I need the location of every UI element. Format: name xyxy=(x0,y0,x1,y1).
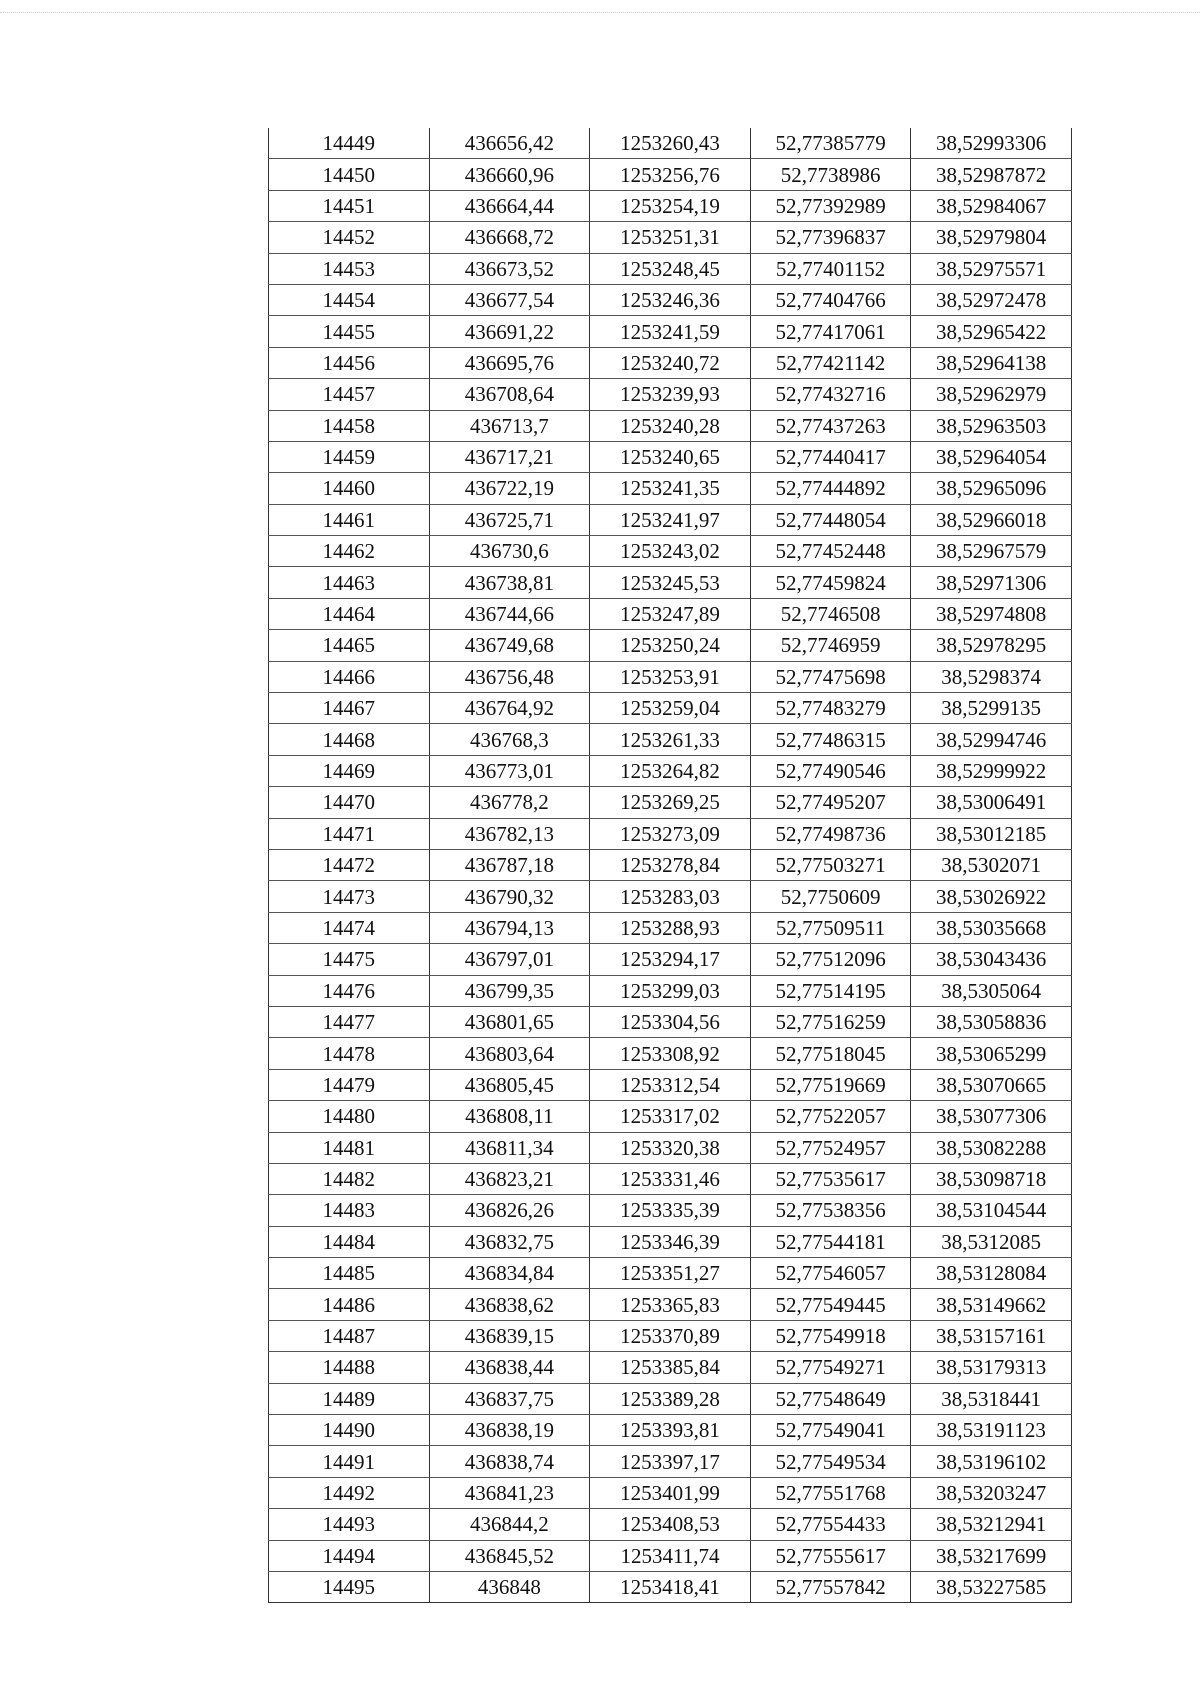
longitude-cell: 38,5312085 xyxy=(911,1226,1072,1257)
latitude-cell: 52,77503271 xyxy=(750,849,911,880)
y-coordinate-cell: 1253261,33 xyxy=(590,724,751,755)
longitude-cell: 38,53058836 xyxy=(911,1006,1072,1037)
longitude-cell: 38,53128084 xyxy=(911,1258,1072,1289)
x-coordinate-cell: 436660,96 xyxy=(429,159,590,190)
y-coordinate-cell: 1253239,93 xyxy=(590,379,751,410)
x-coordinate-cell: 436695,76 xyxy=(429,347,590,378)
y-coordinate-cell: 1253241,59 xyxy=(590,316,751,347)
longitude-cell: 38,53191123 xyxy=(911,1415,1072,1446)
longitude-cell: 38,5302071 xyxy=(911,849,1072,880)
y-coordinate-cell: 1253397,17 xyxy=(590,1446,751,1477)
y-coordinate-cell: 1253259,04 xyxy=(590,693,751,724)
table-row xyxy=(269,881,1072,912)
y-coordinate-cell: 1253240,28 xyxy=(590,410,751,441)
point-number-cell: 14461 xyxy=(269,504,430,535)
y-coordinate-cell: 1253260,43 xyxy=(590,128,751,159)
x-coordinate-cell: 436841,23 xyxy=(429,1477,590,1508)
point-number-cell: 14474 xyxy=(269,912,430,943)
point-number-cell: 14492 xyxy=(269,1477,430,1508)
y-coordinate-cell: 1253401,99 xyxy=(590,1477,751,1508)
latitude-cell: 52,77509511 xyxy=(750,912,911,943)
x-coordinate-cell: 436838,74 xyxy=(429,1446,590,1477)
x-coordinate-cell: 436826,26 xyxy=(429,1195,590,1226)
table-row xyxy=(269,316,1072,347)
table-row xyxy=(269,787,1072,818)
x-coordinate-cell: 436839,15 xyxy=(429,1320,590,1351)
point-number-cell: 14494 xyxy=(269,1540,430,1571)
table-row xyxy=(269,379,1072,410)
longitude-cell: 38,53006491 xyxy=(911,787,1072,818)
latitude-cell: 52,77421142 xyxy=(750,347,911,378)
table-row xyxy=(269,1038,1072,1069)
latitude-cell: 52,77490546 xyxy=(750,755,911,786)
point-number-cell: 14485 xyxy=(269,1258,430,1289)
longitude-cell: 38,5299135 xyxy=(911,693,1072,724)
table-row xyxy=(269,818,1072,849)
table-row xyxy=(269,284,1072,315)
x-coordinate-cell: 436782,13 xyxy=(429,818,590,849)
longitude-cell: 38,5298374 xyxy=(911,661,1072,692)
point-number-cell: 14455 xyxy=(269,316,430,347)
longitude-cell: 38,53070665 xyxy=(911,1069,1072,1100)
table-row xyxy=(269,567,1072,598)
latitude-cell: 52,77514195 xyxy=(750,975,911,1006)
table-row xyxy=(269,630,1072,661)
y-coordinate-cell: 1253346,39 xyxy=(590,1226,751,1257)
point-number-cell: 14463 xyxy=(269,567,430,598)
table-row xyxy=(269,598,1072,629)
point-number-cell: 14449 xyxy=(269,128,430,159)
y-coordinate-cell: 1253294,17 xyxy=(590,944,751,975)
longitude-cell: 38,53043436 xyxy=(911,944,1072,975)
x-coordinate-cell: 436823,21 xyxy=(429,1163,590,1194)
point-number-cell: 14450 xyxy=(269,159,430,190)
longitude-cell: 38,52964054 xyxy=(911,441,1072,472)
latitude-cell: 52,77538356 xyxy=(750,1195,911,1226)
table-row xyxy=(269,975,1072,1006)
point-number-cell: 14470 xyxy=(269,787,430,818)
table-row xyxy=(269,849,1072,880)
table-row xyxy=(269,1477,1072,1508)
x-coordinate-cell: 436801,65 xyxy=(429,1006,590,1037)
table-row xyxy=(269,536,1072,567)
longitude-cell: 38,53082288 xyxy=(911,1132,1072,1163)
latitude-cell: 52,77557842 xyxy=(750,1571,911,1602)
longitude-cell: 38,53227585 xyxy=(911,1571,1072,1602)
longitude-cell: 38,52984067 xyxy=(911,190,1072,221)
longitude-cell: 38,53077306 xyxy=(911,1101,1072,1132)
y-coordinate-cell: 1253269,25 xyxy=(590,787,751,818)
x-coordinate-cell: 436834,84 xyxy=(429,1258,590,1289)
point-number-cell: 14465 xyxy=(269,630,430,661)
x-coordinate-cell: 436790,32 xyxy=(429,881,590,912)
longitude-cell: 38,52963503 xyxy=(911,410,1072,441)
longitude-cell: 38,53179313 xyxy=(911,1352,1072,1383)
point-number-cell: 14451 xyxy=(269,190,430,221)
longitude-cell: 38,53203247 xyxy=(911,1477,1072,1508)
latitude-cell: 52,77555617 xyxy=(750,1540,911,1571)
latitude-cell: 52,77437263 xyxy=(750,410,911,441)
table-row xyxy=(269,1258,1072,1289)
longitude-cell: 38,53065299 xyxy=(911,1038,1072,1069)
latitude-cell: 52,77498736 xyxy=(750,818,911,849)
x-coordinate-cell: 436749,68 xyxy=(429,630,590,661)
longitude-cell: 38,52972478 xyxy=(911,284,1072,315)
latitude-cell: 52,77516259 xyxy=(750,1006,911,1037)
point-number-cell: 14462 xyxy=(269,536,430,567)
latitude-cell: 52,77548649 xyxy=(750,1383,911,1414)
longitude-cell: 38,52993306 xyxy=(911,128,1072,159)
latitude-cell: 52,77512096 xyxy=(750,944,911,975)
table-row xyxy=(269,347,1072,378)
x-coordinate-cell: 436722,19 xyxy=(429,473,590,504)
latitude-cell: 52,77549041 xyxy=(750,1415,911,1446)
point-number-cell: 14458 xyxy=(269,410,430,441)
y-coordinate-cell: 1253365,83 xyxy=(590,1289,751,1320)
table-row xyxy=(269,1571,1072,1602)
point-number-cell: 14453 xyxy=(269,253,430,284)
x-coordinate-cell: 436668,72 xyxy=(429,222,590,253)
point-number-cell: 14452 xyxy=(269,222,430,253)
longitude-cell: 38,53104544 xyxy=(911,1195,1072,1226)
table-row xyxy=(269,1069,1072,1100)
y-coordinate-cell: 1253351,27 xyxy=(590,1258,751,1289)
point-number-cell: 14457 xyxy=(269,379,430,410)
longitude-cell: 38,5318441 xyxy=(911,1383,1072,1414)
latitude-cell: 52,77495207 xyxy=(750,787,911,818)
x-coordinate-cell: 436768,3 xyxy=(429,724,590,755)
point-number-cell: 14475 xyxy=(269,944,430,975)
longitude-cell: 38,52975571 xyxy=(911,253,1072,284)
latitude-cell: 52,77444892 xyxy=(750,473,911,504)
latitude-cell: 52,77401152 xyxy=(750,253,911,284)
latitude-cell: 52,77404766 xyxy=(750,284,911,315)
point-number-cell: 14491 xyxy=(269,1446,430,1477)
x-coordinate-cell: 436838,44 xyxy=(429,1352,590,1383)
x-coordinate-cell: 436838,19 xyxy=(429,1415,590,1446)
coordinates-table-container xyxy=(268,128,1071,1603)
y-coordinate-cell: 1253418,41 xyxy=(590,1571,751,1602)
x-coordinate-cell: 436730,6 xyxy=(429,536,590,567)
latitude-cell: 52,77551768 xyxy=(750,1477,911,1508)
table-row xyxy=(269,128,1072,159)
x-coordinate-cell: 436708,64 xyxy=(429,379,590,410)
point-number-cell: 14459 xyxy=(269,441,430,472)
y-coordinate-cell: 1253247,89 xyxy=(590,598,751,629)
table-row xyxy=(269,190,1072,221)
longitude-cell: 38,52965422 xyxy=(911,316,1072,347)
x-coordinate-cell: 436677,54 xyxy=(429,284,590,315)
x-coordinate-cell: 436837,75 xyxy=(429,1383,590,1414)
latitude-cell: 52,77417061 xyxy=(750,316,911,347)
table-row xyxy=(269,441,1072,472)
latitude-cell: 52,77554433 xyxy=(750,1509,911,1540)
latitude-cell: 52,77396837 xyxy=(750,222,911,253)
latitude-cell: 52,7738986 xyxy=(750,159,911,190)
longitude-cell: 38,53212941 xyxy=(911,1509,1072,1540)
y-coordinate-cell: 1253335,39 xyxy=(590,1195,751,1226)
latitude-cell: 52,77546057 xyxy=(750,1258,911,1289)
x-coordinate-cell: 436844,2 xyxy=(429,1509,590,1540)
table-row xyxy=(269,410,1072,441)
latitude-cell: 52,77522057 xyxy=(750,1101,911,1132)
table-row xyxy=(269,1540,1072,1571)
table-row xyxy=(269,944,1072,975)
longitude-cell: 38,52974808 xyxy=(911,598,1072,629)
x-coordinate-cell: 436797,01 xyxy=(429,944,590,975)
longitude-cell: 38,53217699 xyxy=(911,1540,1072,1571)
point-number-cell: 14483 xyxy=(269,1195,430,1226)
longitude-cell: 38,53026922 xyxy=(911,881,1072,912)
point-number-cell: 14490 xyxy=(269,1415,430,1446)
longitude-cell: 38,52971306 xyxy=(911,567,1072,598)
x-coordinate-cell: 436838,62 xyxy=(429,1289,590,1320)
point-number-cell: 14460 xyxy=(269,473,430,504)
table-row xyxy=(269,1320,1072,1351)
latitude-cell: 52,7746508 xyxy=(750,598,911,629)
longitude-cell: 38,52965096 xyxy=(911,473,1072,504)
point-number-cell: 14493 xyxy=(269,1509,430,1540)
coordinates-table xyxy=(268,128,1072,1603)
table-row xyxy=(269,724,1072,755)
y-coordinate-cell: 1253393,81 xyxy=(590,1415,751,1446)
table-row xyxy=(269,1006,1072,1037)
x-coordinate-cell: 436691,22 xyxy=(429,316,590,347)
latitude-cell: 52,77549534 xyxy=(750,1446,911,1477)
latitude-cell: 52,77448054 xyxy=(750,504,911,535)
longitude-cell: 38,53196102 xyxy=(911,1446,1072,1477)
point-number-cell: 14480 xyxy=(269,1101,430,1132)
x-coordinate-cell: 436764,92 xyxy=(429,693,590,724)
point-number-cell: 14476 xyxy=(269,975,430,1006)
x-coordinate-cell: 436811,34 xyxy=(429,1132,590,1163)
point-number-cell: 14467 xyxy=(269,693,430,724)
y-coordinate-cell: 1253288,93 xyxy=(590,912,751,943)
point-number-cell: 14482 xyxy=(269,1163,430,1194)
table-row xyxy=(269,1132,1072,1163)
y-coordinate-cell: 1253245,53 xyxy=(590,567,751,598)
y-coordinate-cell: 1253317,02 xyxy=(590,1101,751,1132)
table-row xyxy=(269,1383,1072,1414)
table-row xyxy=(269,1101,1072,1132)
latitude-cell: 52,77432716 xyxy=(750,379,911,410)
latitude-cell: 52,77519669 xyxy=(750,1069,911,1100)
latitude-cell: 52,77518045 xyxy=(750,1038,911,1069)
point-number-cell: 14469 xyxy=(269,755,430,786)
y-coordinate-cell: 1253389,28 xyxy=(590,1383,751,1414)
y-coordinate-cell: 1253299,03 xyxy=(590,975,751,1006)
longitude-cell: 38,53157161 xyxy=(911,1320,1072,1351)
y-coordinate-cell: 1253264,82 xyxy=(590,755,751,786)
y-coordinate-cell: 1253370,89 xyxy=(590,1320,751,1351)
x-coordinate-cell: 436725,71 xyxy=(429,504,590,535)
y-coordinate-cell: 1253254,19 xyxy=(590,190,751,221)
y-coordinate-cell: 1253278,84 xyxy=(590,849,751,880)
x-coordinate-cell: 436673,52 xyxy=(429,253,590,284)
y-coordinate-cell: 1253256,76 xyxy=(590,159,751,190)
longitude-cell: 38,53098718 xyxy=(911,1163,1072,1194)
longitude-cell: 38,5305064 xyxy=(911,975,1072,1006)
x-coordinate-cell: 436799,35 xyxy=(429,975,590,1006)
latitude-cell: 52,77544181 xyxy=(750,1226,911,1257)
latitude-cell: 52,77459824 xyxy=(750,567,911,598)
table-row xyxy=(269,1415,1072,1446)
y-coordinate-cell: 1253251,31 xyxy=(590,222,751,253)
point-number-cell: 14479 xyxy=(269,1069,430,1100)
table-row xyxy=(269,693,1072,724)
y-coordinate-cell: 1253312,54 xyxy=(590,1069,751,1100)
table-row xyxy=(269,159,1072,190)
table-row xyxy=(269,661,1072,692)
table-row xyxy=(269,1446,1072,1477)
table-row xyxy=(269,253,1072,284)
table-row xyxy=(269,473,1072,504)
x-coordinate-cell: 436832,75 xyxy=(429,1226,590,1257)
latitude-cell: 52,77549445 xyxy=(750,1289,911,1320)
longitude-cell: 38,53012185 xyxy=(911,818,1072,849)
point-number-cell: 14468 xyxy=(269,724,430,755)
point-number-cell: 14456 xyxy=(269,347,430,378)
y-coordinate-cell: 1253385,84 xyxy=(590,1352,751,1383)
point-number-cell: 14471 xyxy=(269,818,430,849)
x-coordinate-cell: 436805,45 xyxy=(429,1069,590,1100)
y-coordinate-cell: 1253241,97 xyxy=(590,504,751,535)
y-coordinate-cell: 1253408,53 xyxy=(590,1509,751,1540)
table-row xyxy=(269,1163,1072,1194)
latitude-cell: 52,77385779 xyxy=(750,128,911,159)
x-coordinate-cell: 436738,81 xyxy=(429,567,590,598)
x-coordinate-cell: 436744,66 xyxy=(429,598,590,629)
x-coordinate-cell: 436794,13 xyxy=(429,912,590,943)
point-number-cell: 14477 xyxy=(269,1006,430,1037)
x-coordinate-cell: 436778,2 xyxy=(429,787,590,818)
y-coordinate-cell: 1253331,46 xyxy=(590,1163,751,1194)
latitude-cell: 52,77549271 xyxy=(750,1352,911,1383)
point-number-cell: 14484 xyxy=(269,1226,430,1257)
latitude-cell: 52,77549918 xyxy=(750,1320,911,1351)
latitude-cell: 52,7750609 xyxy=(750,881,911,912)
latitude-cell: 52,77452448 xyxy=(750,536,911,567)
table-row xyxy=(269,755,1072,786)
x-coordinate-cell: 436664,44 xyxy=(429,190,590,221)
y-coordinate-cell: 1253411,74 xyxy=(590,1540,751,1571)
x-coordinate-cell: 436803,64 xyxy=(429,1038,590,1069)
longitude-cell: 38,52962979 xyxy=(911,379,1072,410)
y-coordinate-cell: 1253253,91 xyxy=(590,661,751,692)
longitude-cell: 38,52987872 xyxy=(911,159,1072,190)
point-number-cell: 14473 xyxy=(269,881,430,912)
x-coordinate-cell: 436808,11 xyxy=(429,1101,590,1132)
y-coordinate-cell: 1253246,36 xyxy=(590,284,751,315)
x-coordinate-cell: 436787,18 xyxy=(429,849,590,880)
table-row xyxy=(269,1352,1072,1383)
x-coordinate-cell: 436773,01 xyxy=(429,755,590,786)
point-number-cell: 14454 xyxy=(269,284,430,315)
y-coordinate-cell: 1253304,56 xyxy=(590,1006,751,1037)
y-coordinate-cell: 1253243,02 xyxy=(590,536,751,567)
point-number-cell: 14464 xyxy=(269,598,430,629)
table-row xyxy=(269,504,1072,535)
y-coordinate-cell: 1253248,45 xyxy=(590,253,751,284)
table-row xyxy=(269,1509,1072,1540)
y-coordinate-cell: 1253308,92 xyxy=(590,1038,751,1069)
point-number-cell: 14487 xyxy=(269,1320,430,1351)
latitude-cell: 52,77524957 xyxy=(750,1132,911,1163)
latitude-cell: 52,77475698 xyxy=(750,661,911,692)
y-coordinate-cell: 1253241,35 xyxy=(590,473,751,504)
table-row xyxy=(269,222,1072,253)
y-coordinate-cell: 1253240,65 xyxy=(590,441,751,472)
y-coordinate-cell: 1253273,09 xyxy=(590,818,751,849)
point-number-cell: 14486 xyxy=(269,1289,430,1320)
latitude-cell: 52,77440417 xyxy=(750,441,911,472)
x-coordinate-cell: 436845,52 xyxy=(429,1540,590,1571)
point-number-cell: 14488 xyxy=(269,1352,430,1383)
y-coordinate-cell: 1253250,24 xyxy=(590,630,751,661)
x-coordinate-cell: 436848 xyxy=(429,1571,590,1602)
x-coordinate-cell: 436713,7 xyxy=(429,410,590,441)
coordinates-table-body xyxy=(269,128,1072,1603)
latitude-cell: 52,77535617 xyxy=(750,1163,911,1194)
point-number-cell: 14481 xyxy=(269,1132,430,1163)
table-row xyxy=(269,1289,1072,1320)
y-coordinate-cell: 1253283,03 xyxy=(590,881,751,912)
longitude-cell: 38,52978295 xyxy=(911,630,1072,661)
table-row xyxy=(269,1195,1072,1226)
point-number-cell: 14489 xyxy=(269,1383,430,1414)
latitude-cell: 52,7746959 xyxy=(750,630,911,661)
longitude-cell: 38,52966018 xyxy=(911,504,1072,535)
x-coordinate-cell: 436717,21 xyxy=(429,441,590,472)
latitude-cell: 52,77392989 xyxy=(750,190,911,221)
x-coordinate-cell: 436756,48 xyxy=(429,661,590,692)
point-number-cell: 14495 xyxy=(269,1571,430,1602)
longitude-cell: 38,53035668 xyxy=(911,912,1072,943)
latitude-cell: 52,77486315 xyxy=(750,724,911,755)
longitude-cell: 38,52967579 xyxy=(911,536,1072,567)
longitude-cell: 38,53149662 xyxy=(911,1289,1072,1320)
longitude-cell: 38,52999922 xyxy=(911,755,1072,786)
point-number-cell: 14472 xyxy=(269,849,430,880)
longitude-cell: 38,52994746 xyxy=(911,724,1072,755)
longitude-cell: 38,52964138 xyxy=(911,347,1072,378)
point-number-cell: 14478 xyxy=(269,1038,430,1069)
table-row xyxy=(269,1226,1072,1257)
page-top-edge xyxy=(0,12,1200,13)
y-coordinate-cell: 1253240,72 xyxy=(590,347,751,378)
point-number-cell: 14466 xyxy=(269,661,430,692)
longitude-cell: 38,52979804 xyxy=(911,222,1072,253)
y-coordinate-cell: 1253320,38 xyxy=(590,1132,751,1163)
x-coordinate-cell: 436656,42 xyxy=(429,128,590,159)
latitude-cell: 52,77483279 xyxy=(750,693,911,724)
table-row xyxy=(269,912,1072,943)
